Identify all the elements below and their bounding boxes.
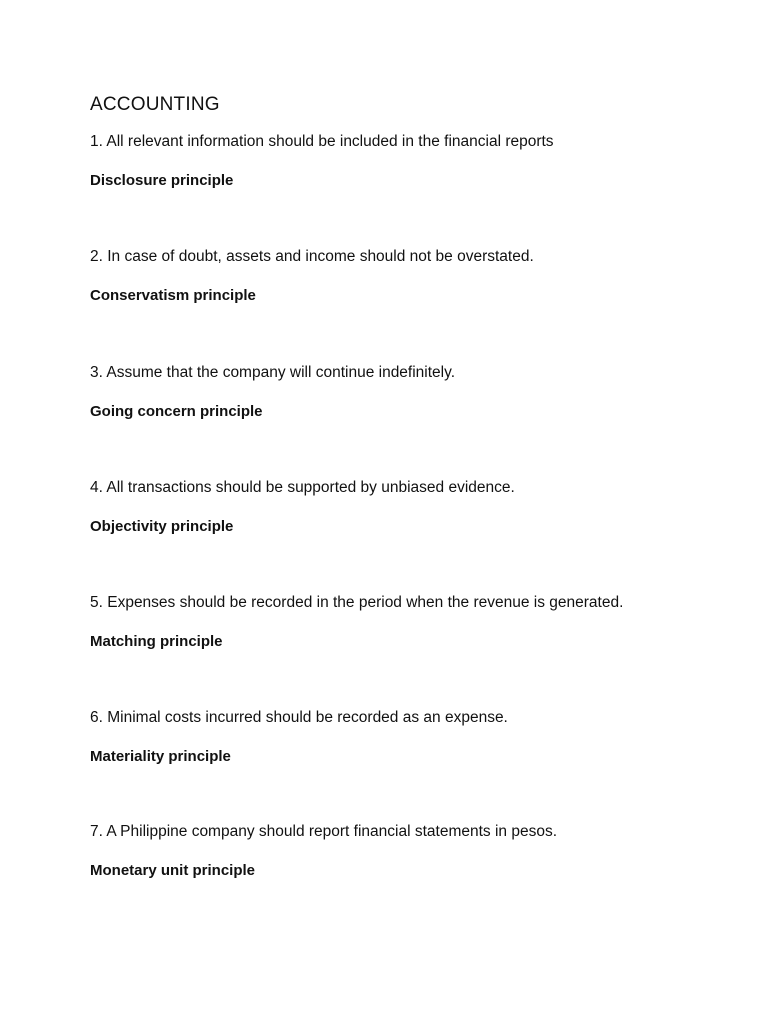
document-title: ACCOUNTING [90,94,220,115]
answer-2: Conservatism principle [90,287,256,304]
question-6: 6. Minimal costs incurred should be recorded as an expense. [90,709,508,726]
question-5: 5. Expenses should be recorded in the period when the revenue is generated. [90,594,624,611]
question-3: 3. Assume that the company will continue indefinitely. [90,364,456,381]
answer-6: Materiality principle [90,748,231,765]
question-4: 4. All transactions should be supported by unbiased evidence. [90,479,515,496]
answer-4: Objectivity principle [90,518,234,535]
answer-7: Monetary unit principle [90,862,256,879]
answer-1: Disclosure principle [90,172,234,189]
answer-5: Matching principle [90,633,223,650]
answer-3: Going concern principle [90,403,263,420]
question-2: 2. In case of doubt, assets and income should not be overstated. [90,248,534,265]
question-7: 7. A Philippine company should report financial statements in pesos. [90,823,557,840]
question-1: 1. All relevant information should be included in the financial reports [90,133,554,150]
